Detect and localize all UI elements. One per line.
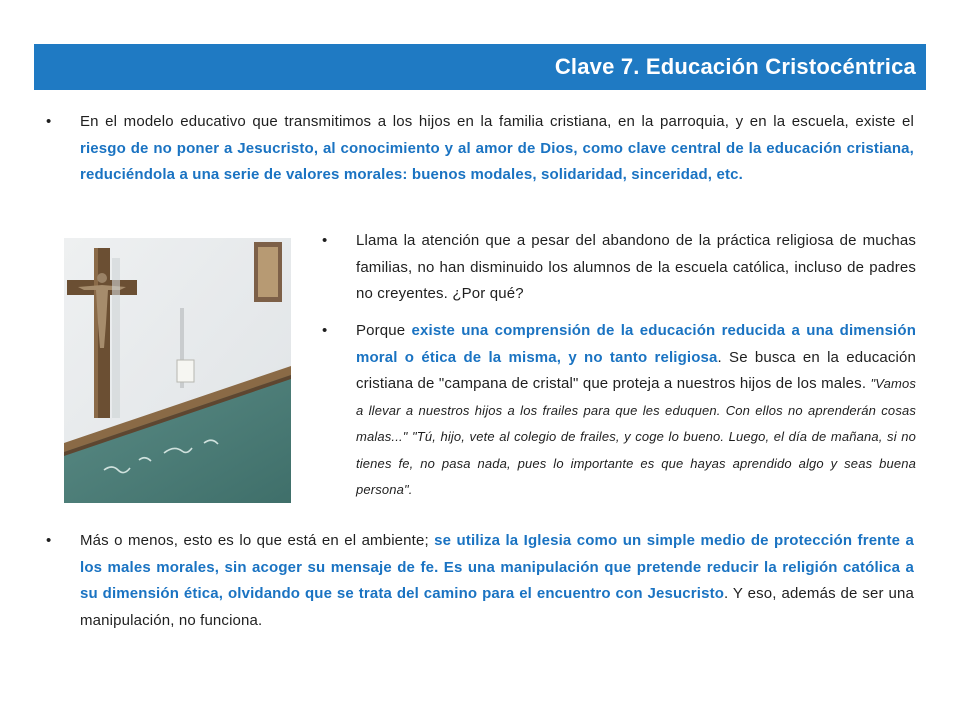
question-text: Llama la atención que a pesar del abandono de la práctica religiosa de muchas familias, no han disminuido los alumnos de la escuela católica, incluso de padres no creyentes. ¿Por qué? <box>356 232 916 302</box>
bullet-icon: • <box>322 232 328 249</box>
intro-highlight: riesgo de no poner a Jesucristo, al conocimiento y al amor de Dios, como clave central de la educación cristiana, reduciéndola a una serie de valores morales: buenos modales, solidaridad, sinceridad, etc. <box>80 139 914 183</box>
classroom-crucifix-image <box>64 238 291 503</box>
title-bar <box>34 44 926 90</box>
intro-text: En el modelo educativo que transmitimos a los hijos en la familia cristiana, en la parroquia, y en la escuela, existe el <box>80 113 914 130</box>
paragraph-intro <box>46 109 914 189</box>
paragraph-conclusion <box>46 528 914 634</box>
answer-lead: Porque <box>356 322 412 339</box>
answer-text: . Se busca en la educación cristiana de "campana de cristal" que proteja a nuestros hijos de los males. <box>356 348 916 392</box>
bullet-icon: • <box>46 113 52 130</box>
conclusion-highlight: se utiliza la Iglesia como un simple medio de protección frente a los males morales, sin acoger su mensaje de fe. Es una manipulación que pretende reducir la religión católica a su dimensión ética, olvidando que se trata del camino para el encuentro con Jesucristo <box>80 532 914 602</box>
conclusion-end: . Y eso, además de ser una manipulación, no funciona. <box>80 585 914 629</box>
answer-highlight: existe una comprensión de la educación reducida a una dimensión moral o ética de la misma, y no tanto religiosa <box>356 322 917 366</box>
bullet-icon: • <box>322 322 328 339</box>
slide-title: Clave 7. Educación Cristocéntrica <box>554 54 916 79</box>
conclusion-text: Más o menos, esto es lo que está en el ambiente; <box>80 532 435 549</box>
bullet-icon: • <box>46 532 52 549</box>
paragraph-answer <box>322 318 917 504</box>
answer-quote: "Vamos a llevar a nuestros hijos a los frailes para que les eduquen. Con ellos no aprenderán cosas malas..." "Tú, hijo, vete al colegio de frailes, y coge lo bueno. Luego, el día de mañana, si no tienes fe, no pasa nada, pues lo importante es que hayas aprendido algo y seas buena persona". <box>356 376 916 497</box>
paragraph-question <box>322 228 916 308</box>
classroom-crucifix-photo <box>64 238 291 503</box>
